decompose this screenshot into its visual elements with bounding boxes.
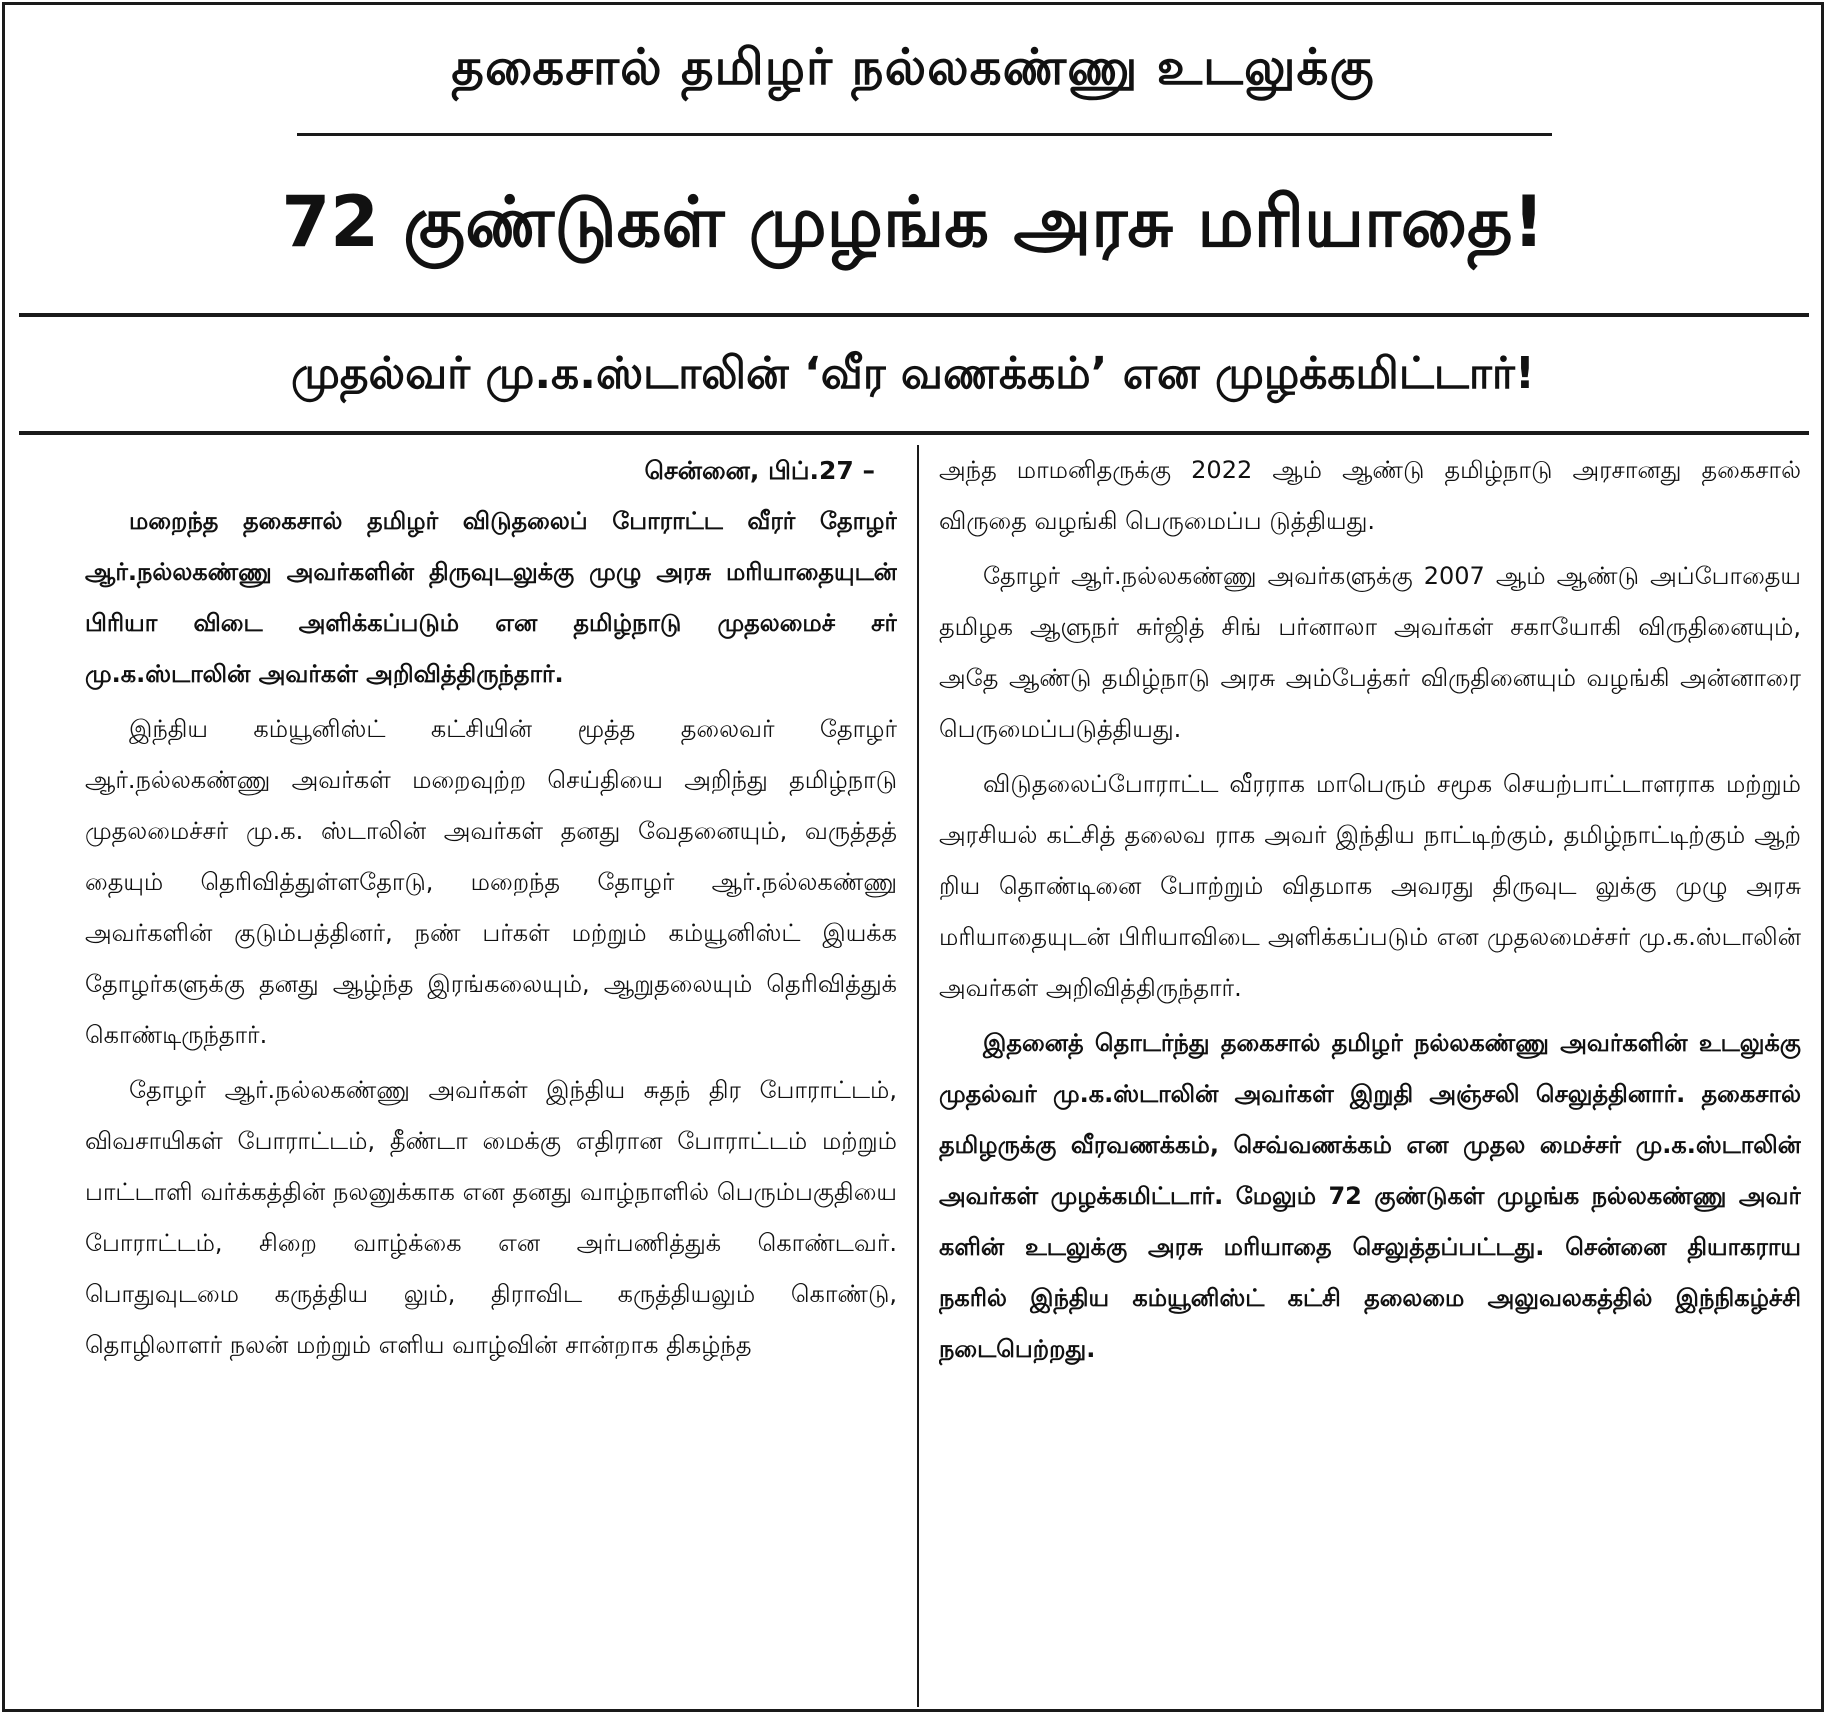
closing-paragraph: இதனைத் தொடர்ந்து தகைசால் தமிழர் நல்லகண்ணு அவர்களின் உடலுக்கு முதல்வர் மு.க.ஸ்டாலின் அவர்கள் இறுதி அஞ்சலி செலுத்தினார். தகைசால் தமிழருக்கு வீரவணக்கம், செவ்வணக்கம் என முதல மைச்சர் மு.க.ஸ்டாலின் அவர்கள் முழக்கமிட்டார். மேலும் 72 குண்டுகள் முழங்க நல்லகண்ணு அவர் களின் உடலுக்கு அரசு மரியாதை செலுத்தப்பட்டது. சென்னை தியாகராய நகரில் இந்திய கம்யூனிஸ்ட் கட்சி தலைமை அலுவலகத்தில் இந்நிகழ்ச்சி நடைபெற்றது.	[939, 1029, 1801, 1363]
subheadline-divider	[19, 431, 1809, 435]
headline-divider	[19, 313, 1809, 317]
left-column	[85, 445, 897, 1707]
kicker-divider	[297, 133, 1552, 136]
body-paragraph: இந்திய கம்யூனிஸ்ட் கட்சியின் மூத்த தலைவர் தோழர் ஆர்.நல்லகண்ணு அவர்கள் மறைவுற்ற செய்தியை அறிந்து தமிழ்நாடு முதலமைச்சர் மு.க. ஸ்டாலின் அவர்கள் தனது வேதனையும், வருத்தத் தையும் தெரிவித்துள்ளதோடு, மறைந்த தோழர் ஆர்.நல்லகண்ணு அவர்களின் குடும்பத்தினர், நண் பர்கள் மற்றும் கம்யூனிஸ்ட் இயக்க தோழர்களுக்கு தனது ஆழ்ந்த இரங்கலையும், ஆறுதலையும் தெரிவித்துக் கொண்டிருந்தார்.	[85, 715, 897, 1049]
article-headline: 72 குண்டுகள் முழங்க அரசு மரியாதை!	[281, 181, 1545, 263]
column-divider	[917, 445, 919, 1707]
article-kicker: தகைசால் தமிழர் நல்லகண்ணு உடலுக்கு	[451, 38, 1375, 96]
dateline: சென்னை, பிப்.27 –	[644, 456, 875, 485]
body-paragraph: தோழர் ஆர்.நல்லகண்ணு அவர்கள் இந்திய சுதந் திர போராட்டம், விவசாயிகள் போராட்டம், தீண்டா மைக்கு எதிரான போராட்டம் மற்றும் பாட்டாளி வர்க்கத்தின் நலனுக்காக என தனது வாழ்நாளில் பெரும்பகுதியை போராட்டம், சிறை வாழ்க்கை என அர்பணித்துக் கொண்டவர். பொதுவுடமை கருத்திய லும், திராவிட கருத்தியலும் கொண்டு, தொழிலாளர் நலன் மற்றும் எளிய வாழ்வின் சான்றாக திகழ்ந்த	[85, 1076, 897, 1359]
body-paragraph-continued: அந்த மாமனிதருக்கு 2022 ஆம் ஆண்டு தமிழ்நாடு அரசானது தகைசால் விருதை வழங்கி பெருமைப்ப டுத்தியது.	[939, 456, 1801, 535]
body-paragraph: தோழர் ஆர்.நல்லகண்ணு அவர்களுக்கு 2007 ஆம் ஆண்டு அப்போதைய தமிழக ஆளுநர் சுர்ஜித் சிங் பர்னாலா அவர்கள் சகாயோகி விருதினையும், அதே ஆண்டு தமிழ்நாடு அரசு அம்பேத்கர் விருதினையும் வழங்கி அன்னாரை பெருமைப்படுத்தியது.	[939, 562, 1801, 743]
article-subheadline: முதல்வர் மு.க.ஸ்டாலின் ‘வீர வணக்கம்’ என முழக்கமிட்டார்!	[291, 348, 1535, 399]
newspaper-clipping	[2, 2, 1824, 1712]
body-paragraph: விடுதலைப்போராட்ட வீரராக மாபெரும் சமூக செயற்பாட்டாளராக மற்றும் அரசியல் கட்சித் தலைவ ராக அவர் இந்திய நாட்டிற்கும், தமிழ்நாட்டிற்கும் ஆற் றிய தொண்டினை போற்றும் விதமாக அவரது திருவுட லுக்கு முழு அரசு மரியாதையுடன் பிரியாவிடை அளிக்கப்படும் என முதலமைச்சர் மு.க.ஸ்டாலின் அவர்கள் அறிவித்திருந்தார்.	[939, 770, 1801, 1002]
right-column	[939, 445, 1801, 1707]
lead-paragraph: மறைந்த தகைசால் தமிழர் விடுதலைப் போராட்ட வீரர் தோழர் ஆர்.நல்லகண்ணு அவர்களின் திருவுடலுக்கு முழு அரசு மரியாதையுடன் பிரியா விடை அளிக்கப்படும் என தமிழ்நாடு முதலமைச் சர் மு.க.ஸ்டாலின் அவர்கள் அறிவித்திருந்தார்.	[85, 507, 897, 688]
